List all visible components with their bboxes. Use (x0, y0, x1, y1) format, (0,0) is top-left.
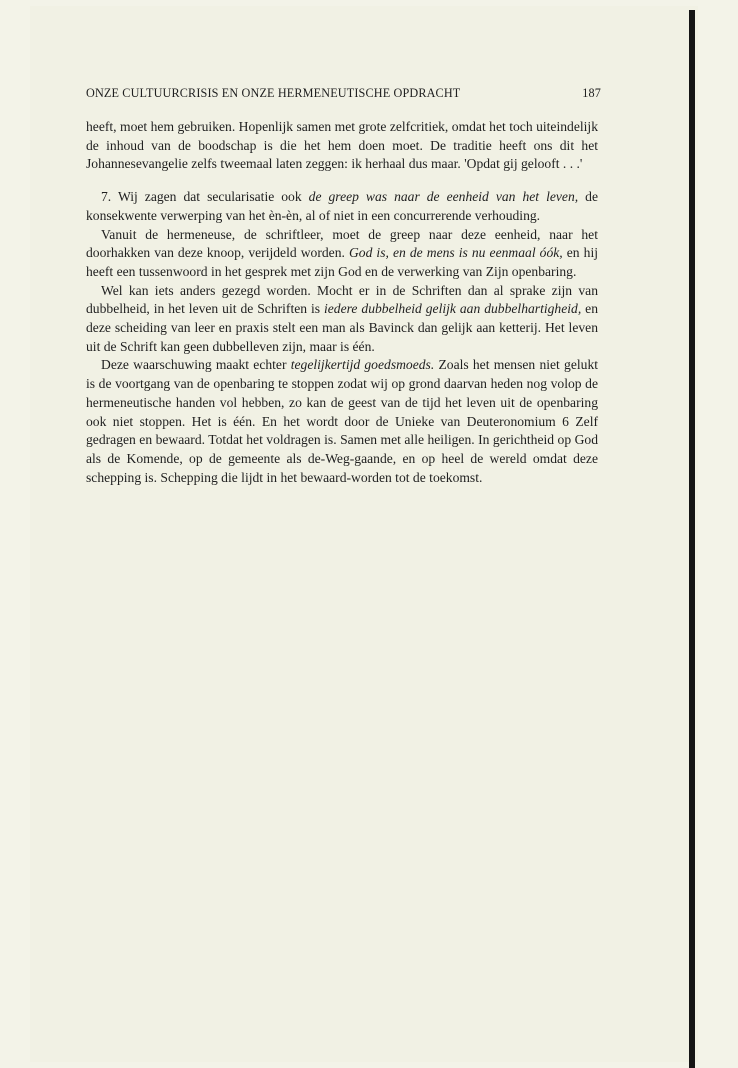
emphasis-text: iedere dubbelheid gelijk aan dubbelhartigheid, (324, 301, 582, 317)
emphasis-text: God is, en de mens is nu eenmaal óók, (348, 245, 563, 261)
emphasis-text: de greep was naar de eenheid van het leven, (308, 189, 579, 205)
paragraph (86, 356, 598, 487)
page-edge-shadow (689, 10, 695, 1068)
paragraph-text: en deze scheiding van leer en praxis stelt een man als Bavinck dan gelijk aan ketterij. Het leven uit de Schrift kan geen dubbelleven zijn, maar is één. (86, 301, 599, 354)
paragraph (86, 188, 598, 225)
page-number: 187 (582, 86, 601, 100)
paragraph-text: 7. Wij zagen dat secularisatie ook (101, 189, 309, 205)
body-text (86, 118, 598, 487)
paragraph-text: Wel kan iets anders gezegd worden. Mocht er in de Schriften dan al sprake zijn van dubbelheid, in het leven uit de Schriften is (86, 282, 598, 317)
paragraph (86, 282, 598, 357)
paragraph-text: Zoals het mensen niet gelukt is de voortgang van de openbaring te stoppen zodat wij op grond daarvan heden nog volop de hermeneutische handen vol hebben, zo kan de geest van de tijd het leven uit de openbaring ook niet stoppen. Het is één. En het wordt door de Unieke van Deuteronomium 6 Zelf gedragen en bewaard. Totdat het voldragen is. Samen met alle heiligen. In gerichtheid op God als de Komende, op de gemeente als de-Weg-gaande, en op heel de wereld omdat deze schepping is. Schepping die lijdt in het bewaard-worden tot de toekomst. (86, 357, 599, 485)
paragraph-text: en hij heeft een tussenwoord in het gesprek met zijn God en de verwerking van Zijn openbaring. (86, 245, 598, 279)
emphasis-text: tegelijkertijd goedsmoeds. (290, 357, 435, 373)
paragraph-text: Deze waarschuwing maakt echter (101, 357, 291, 373)
running-head (86, 86, 601, 106)
paragraph: heeft, moet hem gebruiken. Hopenlijk samen met grote zelfcritiek, omdat het toch uiteindelijk de inhoud van de boodschap is die het hem doen moet. De traditie heeft ons dit het Johannesevangelie zelfs tweemaal laten zeggen: ik herhaal dus maar. 'Opdat gij gelooft . . .' (86, 119, 598, 172)
running-head-title: ONZE CULTUURCRISIS EN ONZE HERMENEUTISCHE OPDRACHT (86, 86, 461, 100)
paragraph-text: de konsekwente verwerping van het èn-èn, al of niet in een concurrerende verhouding. (86, 189, 598, 223)
paragraph-text: Vanuit de hermeneuse, de schriftleer, moet de greep naar deze eenheid, naar het doorhakken van deze knoop, verijdeld worden. (86, 226, 598, 261)
paragraph (86, 226, 598, 282)
